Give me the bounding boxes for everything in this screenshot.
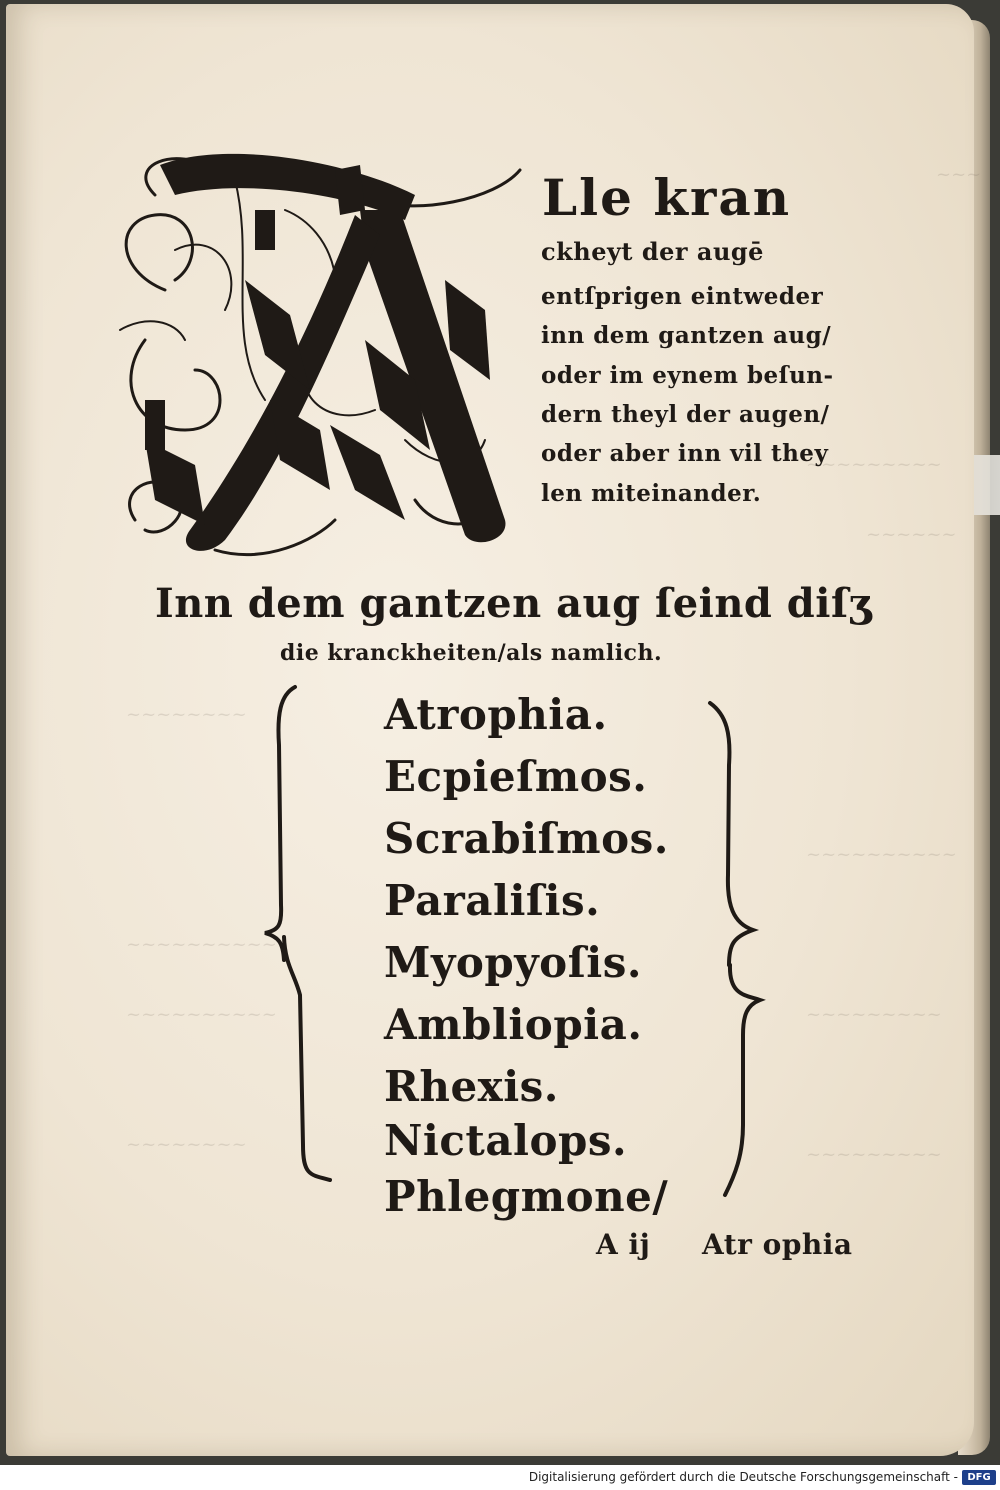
- bleed-through: ~~~~~~~~~~: [126, 934, 277, 955]
- signature-mark: A ij: [596, 1228, 651, 1261]
- dfg-logo[interactable]: DFG: [962, 1470, 996, 1485]
- bleed-through: ~~~~~~~~~: [806, 1004, 942, 1025]
- heading-line: ckheyt der augē: [541, 237, 764, 266]
- term-item: Scrabiſmos.: [384, 814, 669, 863]
- bleed-through: ~~~~~~~~~~: [126, 1004, 277, 1025]
- heading-line: oder aber inn vil they: [541, 440, 829, 467]
- heading-line: oder im eynem beſun-: [541, 362, 834, 389]
- term-item: Myopyoſis.: [384, 938, 642, 987]
- section-subtitle: die kranckheiten/als namlich.: [280, 640, 663, 666]
- catchword: Atr ophia: [702, 1228, 853, 1261]
- bleed-through: ~~~: [936, 164, 982, 185]
- term-item: Atrophia.: [384, 690, 608, 739]
- decorated-initial: [115, 140, 535, 570]
- heading-line: entſprigen eintweder: [541, 283, 824, 310]
- heading-first-line: Lle kran: [542, 168, 792, 227]
- term-item: Nictalops.: [384, 1116, 628, 1165]
- section-title: Inn dem gantzen aug ſeind diſʒ: [155, 580, 872, 627]
- attribution-text: Digitalisierung gefördert durch die Deutsche Forschungsgemeinschaft -: [528, 1470, 958, 1484]
- term-item: Paraliſis.: [384, 876, 601, 925]
- bleed-through: ~~~~~~~~~~: [806, 844, 957, 865]
- bleed-through: ~~~~~~~~: [126, 704, 247, 725]
- term-item: Ambliopia.: [384, 1000, 643, 1049]
- bleed-through: ~~~~~~: [866, 524, 957, 545]
- bleed-through: ~~~~~~~~: [126, 1134, 247, 1155]
- heading-line: dern theyl der augen/: [541, 401, 830, 428]
- bleed-through: ~~~~~~~~~: [806, 454, 942, 475]
- term-item: Phlegmone/: [384, 1172, 669, 1221]
- bleed-through: ~~~~~~~~~: [806, 1144, 942, 1165]
- term-item: Rhexis.: [384, 1062, 559, 1111]
- term-item: Ecpieſmos.: [384, 752, 648, 801]
- attribution-footer: [0, 1465, 1000, 1490]
- heading-line: inn dem gantzen aug/: [541, 322, 832, 349]
- heading-line: len miteinander.: [541, 480, 762, 507]
